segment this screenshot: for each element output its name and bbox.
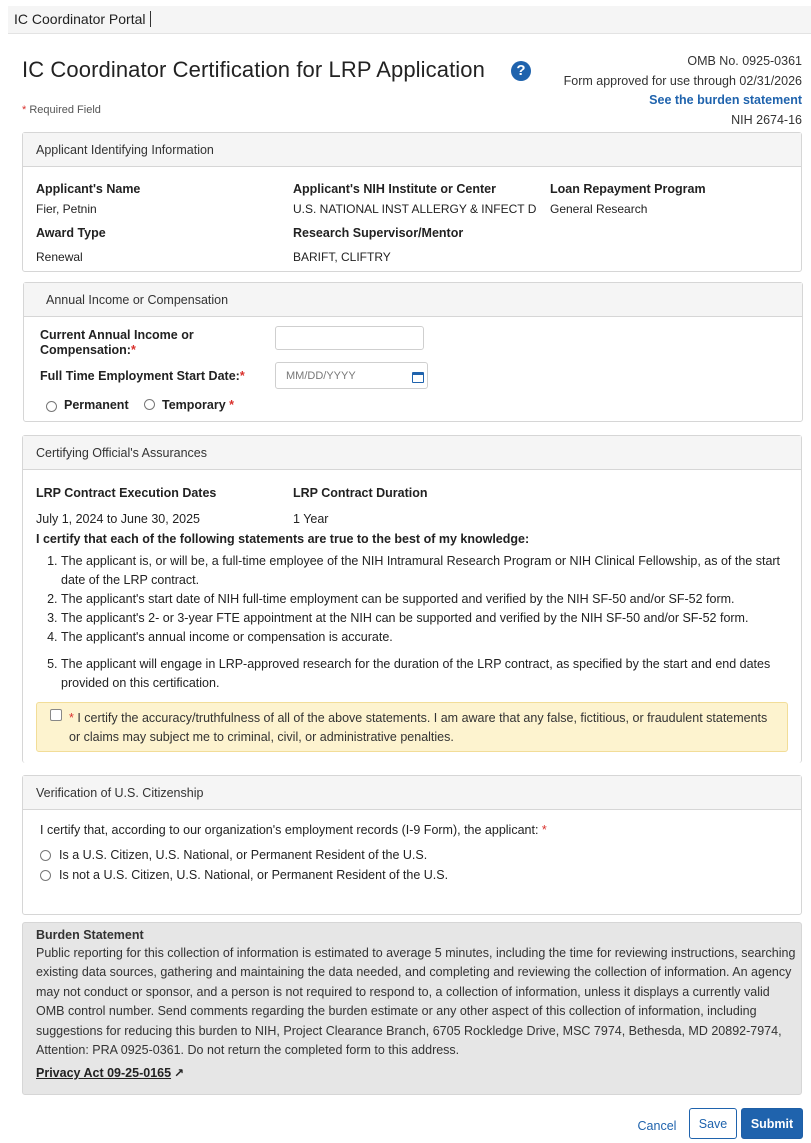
statement-item: 3. The applicant's 2- or 3-year FTE appointment at the NIH can be supported and verified by the NIH SF-50 and/or SF-52 form. xyxy=(61,609,786,628)
income-label-line2: Compensation: xyxy=(40,343,131,357)
permanent-radio[interactable] xyxy=(46,401,57,412)
citizenship-prompt-text: I certify that, according to our organization's employment records (I-9 Form), the applicant: xyxy=(40,823,539,837)
cancel-button[interactable]: Cancel xyxy=(630,1110,684,1141)
required-field-text: Required Field xyxy=(29,104,101,116)
execution-dates-label: LRP Contract Execution Dates xyxy=(36,486,217,500)
form-number: NIH 2674-16 xyxy=(731,112,802,127)
applicant-info-heading: Applicant Identifying Information xyxy=(23,133,801,167)
supervisor-value: BARIFT, CLIFTRY xyxy=(293,250,391,264)
portal-title[interactable]: IC Coordinator Portal xyxy=(14,11,151,27)
burden-statement-link[interactable]: See the burden statement xyxy=(649,93,802,107)
award-type-label: Award Type xyxy=(36,226,106,240)
burden-statement xyxy=(22,922,802,1095)
statement-item: 2. The applicant's start date of NIH full-time employment can be supported and verified by the NIH SF-50 and/or SF-52 form. xyxy=(61,590,786,609)
start-date-label xyxy=(40,369,245,383)
citizen-no-radio[interactable] xyxy=(40,870,51,881)
required-star: * xyxy=(22,104,27,116)
income-label-line1: Current Annual Income or xyxy=(40,328,194,342)
citizenship-heading: Verification of U.S. Citizenship xyxy=(23,776,801,810)
attestation-text xyxy=(69,709,769,747)
applicant-ic-label: Applicant's NIH Institute or Center xyxy=(293,182,496,196)
privacy-act-text: Privacy Act 09-25-0165 xyxy=(36,1066,172,1080)
statement-item: 5. The applicant will engage in LRP-approved research for the duration of the LRP contract, as specified by the start and end dates provided on this certification. xyxy=(61,655,786,693)
execution-dates-value: July 1, 2024 to June 30, 2025 xyxy=(36,512,201,526)
burden-body: Public reporting for this collection of information is estimated to average 5 minutes, including the time for reviewing instructions, searching existing data sources, gathering and maintaining the data needed, and completing and reviewing the collection of information. An agency may not conduct or sponsor, and a person is not required to respond to, a collection of information, unless it displays a currently valid OMB control number. Send comments regarding the burden estimate or any other aspect of this collection of information, including suggestions for reducing this burden to NIH, Project Clearance Branch, 6705 Rockledge Drive, MSC 7974, Bethesda, MD 20892-7974, Attention: PRA 0925-0361. Do not return the completed form to this address. xyxy=(36,946,796,1058)
award-type-value: Renewal xyxy=(36,250,83,264)
omb-info xyxy=(564,52,802,130)
loan-program-value: General Research xyxy=(550,202,648,216)
citizenship-required-star: * xyxy=(541,823,547,837)
applicant-ic-value: U.S. NATIONAL INST ALLERGY & INFECT D xyxy=(293,202,537,216)
temporary-label-text: Temporary xyxy=(162,398,226,412)
statement-item: 1. The applicant is, or will be, a full-time employee of the NIH Intramural Research Program or NIH Clinical Fellowship, as of the start date of the LRP contract. xyxy=(61,552,786,590)
start-date-required-star: * xyxy=(239,369,245,383)
citizen-yes-radio[interactable] xyxy=(40,850,51,861)
citizen-yes-label: Is a U.S. Citizen, U.S. National, or Permanent Resident of the U.S. xyxy=(59,848,428,862)
question-circle-icon[interactable]: ? xyxy=(511,61,531,81)
form-approved-date: Form approved for use through 02/31/2026 xyxy=(563,73,802,88)
burden-title: Burden Statement xyxy=(36,928,144,942)
loan-program-label: Loan Repayment Program xyxy=(550,182,706,196)
start-date-label-text: Full Time Employment Start Date: xyxy=(40,369,240,383)
income-label xyxy=(40,328,194,358)
submit-button[interactable]: Submit xyxy=(741,1108,803,1139)
assurances-heading: Certifying Official's Assurances xyxy=(23,436,801,470)
income-panel xyxy=(23,282,803,422)
employment-type-required-star: * xyxy=(229,398,235,412)
permanent-label: Permanent xyxy=(64,398,129,412)
calendar-icon[interactable] xyxy=(412,372,424,383)
save-button[interactable]: Save xyxy=(689,1108,737,1139)
attestation-checkbox[interactable] xyxy=(50,709,62,721)
omb-number: OMB No. 0925-0361 xyxy=(687,54,802,68)
top-bar xyxy=(8,6,811,34)
temporary-radio[interactable] xyxy=(144,399,155,410)
attestation-required-star: * xyxy=(69,711,74,725)
required-field-note xyxy=(22,104,101,116)
temporary-label xyxy=(162,398,234,412)
privacy-act-link[interactable] xyxy=(36,1066,184,1080)
applicant-name-value: Fier, Petnin xyxy=(36,202,97,216)
start-date-input[interactable] xyxy=(275,362,428,389)
applicant-name-label: Applicant's Name xyxy=(36,182,141,196)
attestation-box xyxy=(36,702,788,752)
applicant-info-panel xyxy=(22,132,802,272)
income-input[interactable] xyxy=(275,326,424,350)
attestation-statement: I certify the accuracy/truthfulness of all of the above statements. I am aware that any false, fictitious, or fraudulent statements or claims may subject me to criminal, civil, or administrative penalties. xyxy=(69,711,768,744)
income-required-star: * xyxy=(130,343,136,357)
citizenship-prompt xyxy=(40,823,547,837)
citizenship-panel xyxy=(22,775,802,915)
certification-statements xyxy=(36,552,786,693)
income-heading: Annual Income or Compensation xyxy=(24,283,802,317)
contract-duration-label: LRP Contract Duration xyxy=(293,486,428,500)
external-link-icon: ↗ xyxy=(174,1066,185,1080)
supervisor-label: Research Supervisor/Mentor xyxy=(293,226,464,240)
citizen-no-label: Is not a U.S. Citizen, U.S. National, or Permanent Resident of the U.S. xyxy=(59,868,449,882)
certify-heading: I certify that each of the following statements are true to the best of my knowledge: xyxy=(36,532,530,546)
statement-item: 4. The applicant's annual income or compensation is accurate. xyxy=(61,628,786,647)
page-title: IC Coordinator Certification for LRP Application xyxy=(22,57,485,82)
contract-duration-value: 1 Year xyxy=(293,512,329,526)
